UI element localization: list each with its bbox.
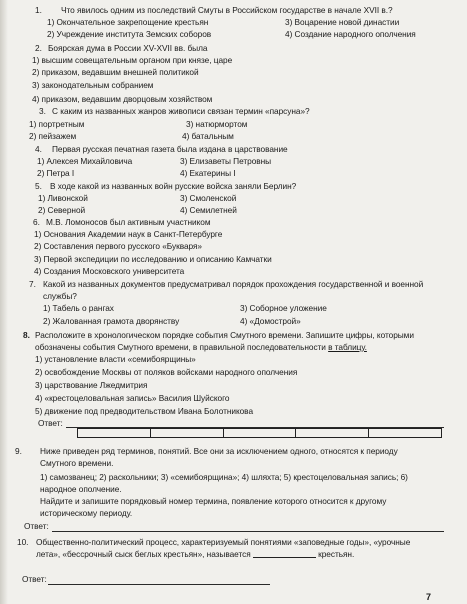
q10-answer-label: Ответ: [22,574,47,584]
q5-option-1: 1) Ливонской [38,193,88,203]
q8-table-link-text: в таблицу. [328,342,367,352]
q9-answer-line[interactable] [52,531,444,532]
q3-option-4: 4) батальным [182,131,234,141]
q3-option-2: 2) пейзажем [29,131,77,141]
q6-option-3: 3) Первой экспедиции по исследованию и описанию Камчатки [34,254,272,264]
q8-event-5: 5) движение под предводительством Ивана Болотникова [35,406,254,416]
q8-text-line-2-main: обозначены события Смутного времени, в правильной последовательности [35,342,329,352]
q10-answer-line[interactable] [48,584,270,585]
q9-text-line-1: Ниже приведен ряд терминов, понятий. Все они за исключением одного, относятся к периоду [40,446,398,456]
q10-text-end: крестьян. [315,549,355,559]
q7-option-2: 2) Жалованная грамота дворянству [43,316,180,326]
q8-number: 8. [23,330,30,340]
q2-text: Боярская дума в России XV-XVII вв. была [48,43,208,53]
q5-option-3: 3) Смоленской [180,193,237,203]
q5-text: В ходе какой из названных войн русские войска заняли Берлин? [50,181,297,191]
q7-text-line-2: службы? [43,291,77,301]
q6-option-4: 4) Создания Московского университета [34,266,185,276]
q4-text: Первая русская печатная газета была издана в царствование [52,144,288,154]
q1-option-4: 4) Создание народного ополчения [285,29,416,39]
answer-cell[interactable] [296,429,369,437]
q1-option-1: 1) Окончательное закрепощение крестьян [47,17,209,27]
q10-number: 10. [17,537,29,547]
q8-answer-label: Ответ: [38,418,63,428]
answer-cell[interactable] [369,429,441,437]
q5-number: 5. [35,181,42,191]
answer-cell[interactable] [78,429,151,437]
q2-option-3: 3) законодательным собранием [32,80,154,90]
answer-cell[interactable] [224,429,297,437]
page-number: 7 [426,592,432,602]
q4-option-1: 1) Алексея Михайловича [37,156,133,166]
q10-text-line-1: Общественно-политический процесс, характеризуемый понятиями «заповедные годы», «урочные [36,537,411,547]
q5-option-2: 2) Северной [38,205,86,215]
q10-text-main: лета», «бессрочный сыск беглых крестьян», называется [36,549,253,559]
q9-task-line-2: историческому периоду. [40,508,133,518]
q7-text-line-1: Какой из названных документов предусматривал порядок прохождения государственной и военной [43,279,424,289]
q6-option-2: 2) Составления первого русского «Букваря» [34,241,202,251]
q2-number: 2. [35,43,42,53]
q10-text-line-2 [36,549,354,559]
q9-text-line-2: Смутного времени. [40,458,114,468]
q3-number: 3. [39,106,46,116]
scan-shadow [0,0,8,604]
q2-option-2: 2) приказом, ведавшим внешней политикой [32,67,199,77]
q6-text: М.В. Ломоносов был активным участником [46,217,211,227]
q7-option-4: 4) «Домострой» [240,316,301,326]
q1-text: Что явилось одним из последствий Смуты в Российском государстве в начале XVII в.? [61,5,393,15]
q7-option-1: 1) Табель о рангах [43,303,114,313]
answer-cell[interactable] [151,429,224,437]
q9-task-line-1: Найдите и запишите порядковый номер термина, появление которого относится к другому [40,496,387,506]
q1-number: 1. [35,5,42,15]
q8-event-4: 4) «крестоцеловальная запись» Василия Шуйского [35,393,230,403]
q1-option-3: 3) Воцарение новой династии [285,17,400,27]
q3-text: С каким из названных жанров живописи связан термин «парсуна»? [52,106,310,116]
q8-event-1: 1) установление власти «семибоярщины» [35,354,196,364]
q3-option-1: 1) портретным [29,119,85,129]
q8-text-line-1: Расположите в хронологическом порядке события Смутного времени. Запишите цифры, которыми [35,330,414,340]
q8-answer-table[interactable] [77,428,442,438]
q2-option-4: 4) приказом, ведавшим дворцовым хозяйством [32,94,213,104]
q9-number: 9. [15,446,22,456]
q8-text-line-2 [35,342,367,352]
q6-option-1: 1) Основания Академии наук в Санкт-Петербурге [34,229,223,239]
q2-option-1: 1) высшим совещательным органом при князе, царе [32,55,233,65]
q1-option-2: 2) Учреждение института Земских соборов [47,29,212,39]
q8-event-3: 3) царствование Лжедмитрия [35,380,148,390]
q7-number: 7. [29,279,36,289]
q4-option-2: 2) Петра I [37,168,75,178]
q7-option-3: 3) Соборное уложение [240,303,327,313]
q9-terms-line-1: 1) самозванец; 2) раскольники; 3) «семибоярщина»; 4) шляхта; 5) крестоцеловальная запись; 6) [40,472,408,482]
q9-terms-line-2: народное ополчение. [40,484,122,494]
q4-option-4: 4) Екатерины I [180,168,236,178]
q8-event-2: 2) освобождение Москвы от поляков войсками народного ополчения [35,367,298,377]
q3-option-3: 3) натюрмортом [186,119,248,129]
q10-blank[interactable] [253,549,316,558]
q5-option-4: 4) Семилетней [180,205,237,215]
q4-number: 4. [35,144,42,154]
q4-option-3: 3) Елизаветы Петровны [180,156,272,166]
q6-number: 6. [33,217,40,227]
q9-answer-label: Ответ: [24,521,49,531]
